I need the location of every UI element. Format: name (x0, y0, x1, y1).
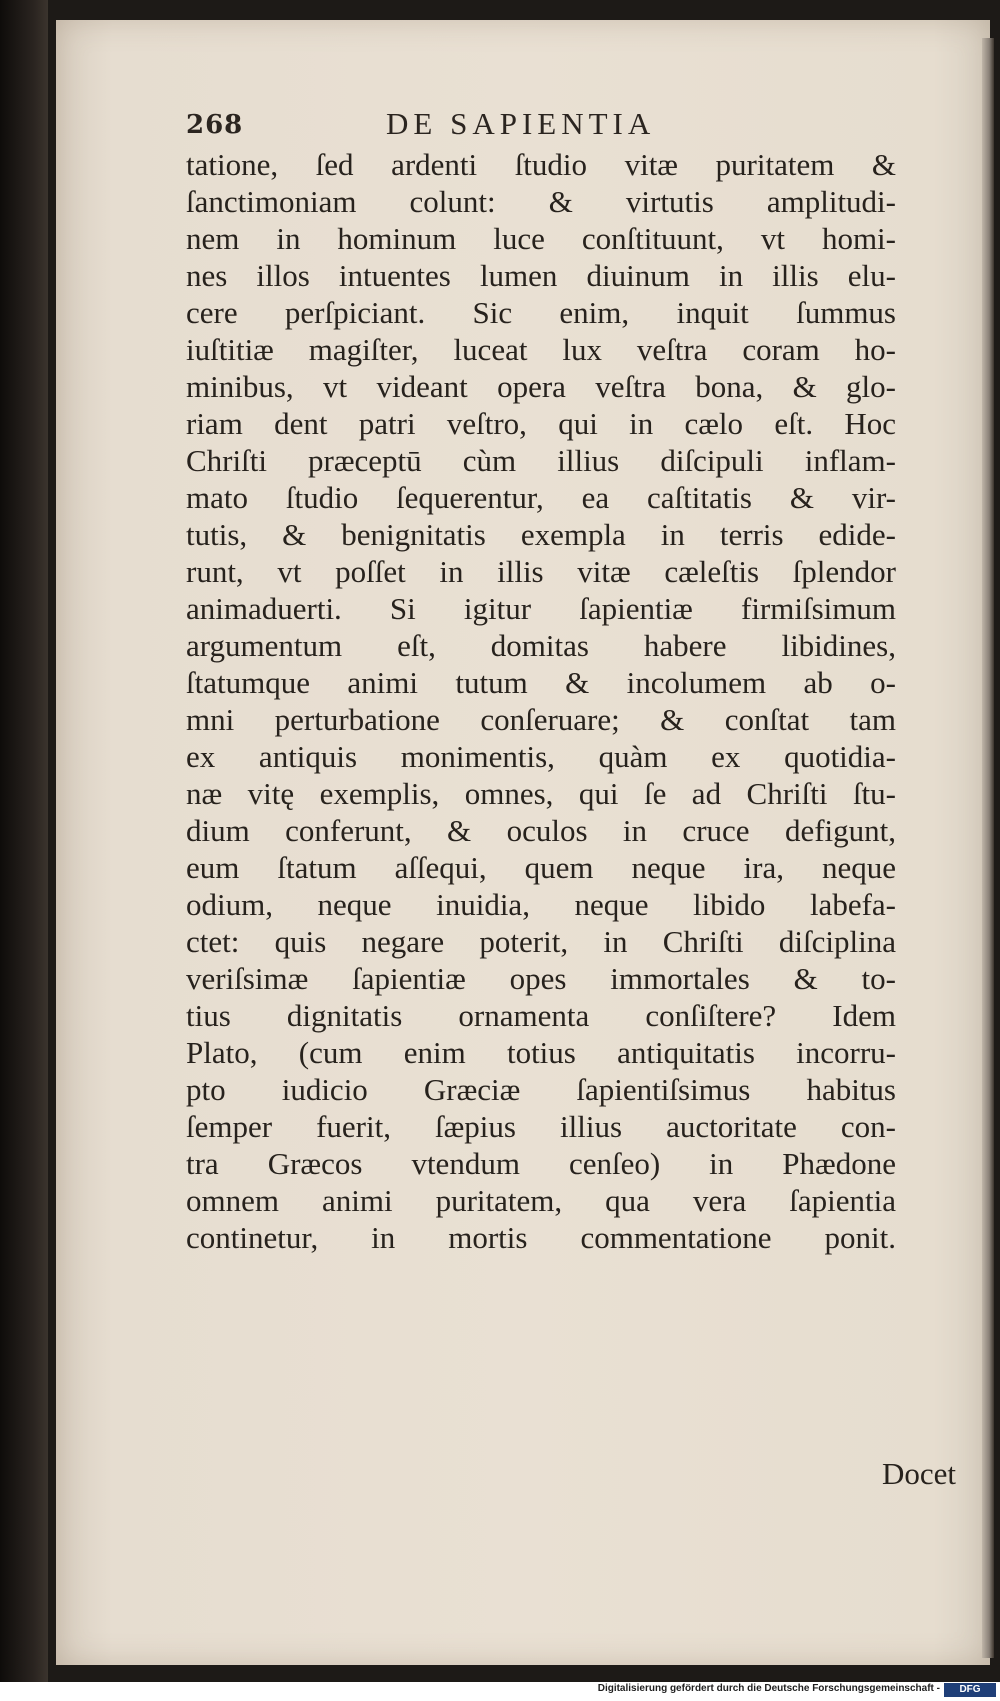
text-line: eum ſtatum aſſequi, quem neque ira, neque (186, 850, 896, 885)
text-line: odium, neque inuidia, neque libido labefa- (186, 887, 896, 922)
text-line: ex antiquis monimentis, quàm ex quotidia- (186, 739, 896, 774)
text-line: tutis, & benignitatis exempla in terris edide- (186, 517, 896, 552)
text-line: næ vitę exemplis, omnes, qui ſe ad Chriſti ſtu- (186, 776, 896, 811)
text-line: mato ſtudio ſequerentur, ea caſtitatis & vir- (186, 480, 896, 515)
text-line: omnem animi puritatem, qua vera ſapientia (186, 1183, 896, 1218)
text-line: mni perturbatione conſeruare; & conſtat tam (186, 702, 896, 737)
digitization-credit: Digitalisierung gefördert durch die Deutsche Forschungsgemeinschaft - (597, 1683, 940, 1694)
page-number: 268 (186, 110, 244, 140)
text-line: riam dent patri veſtro, qui in cælo eſt. Hoc (186, 406, 896, 441)
text-line: tius dignitatis ornamenta conſiſtere? Idem (186, 998, 896, 1033)
text-line: ſanctimoniam colunt: & virtutis amplitudi- (186, 184, 896, 219)
page-edge (982, 38, 994, 1658)
text-line: Chriſti præceptū cùm illius diſcipuli inflam- (186, 443, 896, 478)
dfg-logo: DFG (944, 1683, 996, 1697)
text-line: veriſsimæ ſapientiæ opes immortales & to- (186, 961, 896, 996)
text-line: runt, vt poſſet in illis vitæ cæleſtis ſplendor (186, 554, 896, 589)
text-line: Plato, (cum enim totius antiquitatis incorru- (186, 1035, 896, 1070)
text-line: continetur, in mortis commentatione ponit. (186, 1220, 896, 1255)
text-line: ſemper fuerit, ſæpius illius auctoritate con- (186, 1109, 896, 1144)
book-spine (0, 0, 48, 1682)
text-line: ſtatumque animi tutum & incolumem ab o- (186, 665, 896, 700)
text-line: argumentum eſt, domitas habere libidines, (186, 628, 896, 663)
text-line: tatione, ſed ardenti ſtudio vitæ puritatem & (186, 147, 896, 182)
catchword: Docet (881, 1456, 956, 1491)
text-line: pto iudicio Græciæ ſapientiſsimus habitus (186, 1072, 896, 1107)
text-line: dium conferunt, & oculos in cruce defigunt, (186, 813, 896, 848)
text-line: iuſtitiæ magiſter, luceat lux veſtra coram ho- (186, 332, 896, 367)
body-text (186, 146, 896, 1256)
text-line: cere perſpiciant. Sic enim, inquit ſummus (186, 295, 896, 330)
running-head: DE SAPIENTIA (386, 106, 656, 141)
text-line: nem in hominum luce conſtituunt, vt homi- (186, 221, 896, 256)
text-line: animaduerti. Si igitur ſapientiæ firmiſsimum (186, 591, 896, 626)
text-line: ctet: quis negare poterit, in Chriſti diſciplina (186, 924, 896, 959)
page-header (186, 106, 896, 146)
text-line: tra Græcos vtendum cenſeo) in Phædone (186, 1146, 896, 1181)
text-line: nes illos intuentes lumen diuinum in illis elu- (186, 258, 896, 293)
text-line: minibus, vt videant opera veſtra bona, & glo- (186, 369, 896, 404)
